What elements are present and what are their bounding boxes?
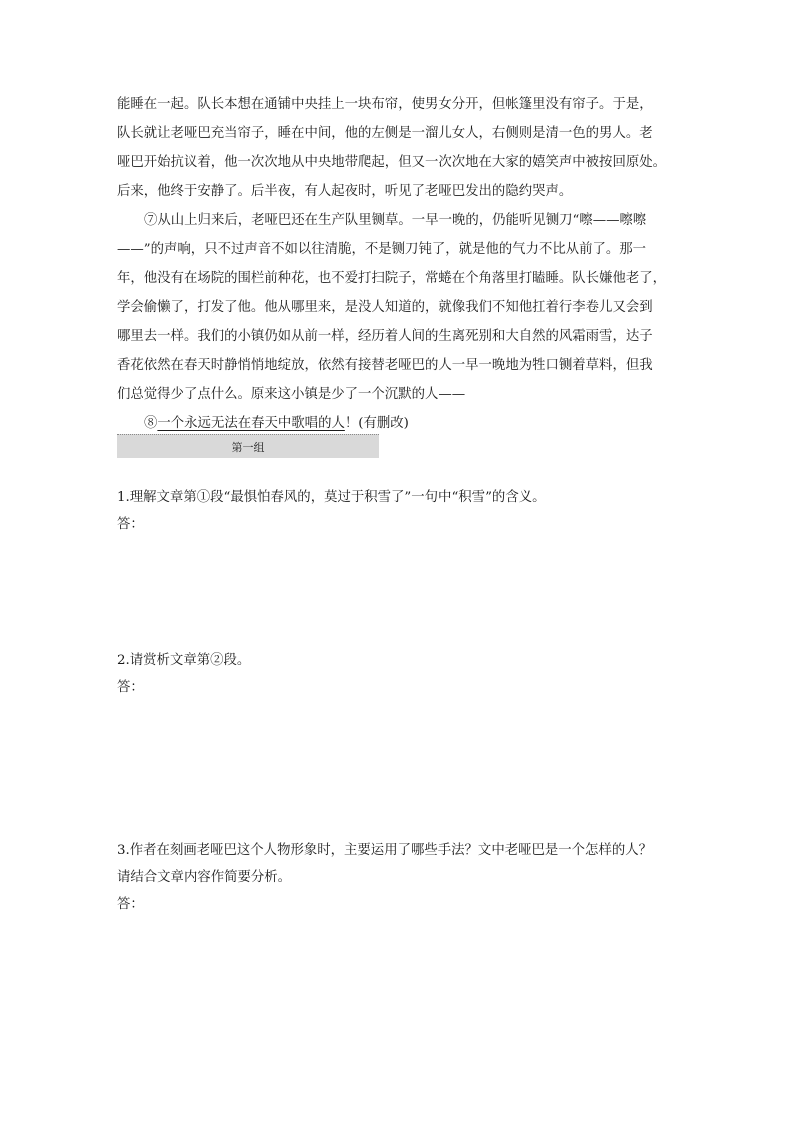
passage-line: 哪里去一样。我们的小镇仍如从前一样，经历着人间的生离死别和大自然的风霜雨雪，达子 — [117, 329, 653, 344]
question-2 — [117, 647, 687, 701]
paragraph-number: ⑧ — [144, 416, 158, 431]
group-label: 第一组 — [231, 440, 265, 454]
underlined-sentence: 一个永远无法在春天中歌唱的人 — [157, 416, 345, 431]
source-note: ！(有删改) — [344, 416, 409, 431]
question-3 — [117, 837, 687, 918]
question-text-cont: 请结合文章内容作简要分析。 — [117, 870, 292, 885]
question-text: 3.作者在刻画老哑巴这个人物形象时，主要运用了哪些手法？文中老哑巴是一个怎样的人？ — [117, 843, 653, 858]
passage-line: 后来，他终于安静了。后半夜，有人起夜时，听见了老哑巴发出的隐约哭声。 — [117, 184, 573, 199]
group-header — [117, 434, 379, 458]
answer-label: 答： — [117, 680, 144, 695]
passage-line: 学会偷懒了，打发了他。他从哪里来，是没人知道的，就像我们不知他扛着行李卷儿又会到 — [117, 300, 653, 315]
question-text: 2.请赏析文章第②段。 — [117, 653, 251, 668]
passage-line: 哑巴开始抗议着，他一次次地从中央地带爬起，但又一次次地在大家的嬉笑声中被按回原处。 — [117, 155, 667, 170]
answer-label: 答： — [117, 517, 144, 532]
passage-line: 队长就让老哑巴充当帘子，睡在中间，他的左侧是一溜儿女人，右侧则是清一色的男人。老 — [117, 126, 653, 141]
passage-line: 们总觉得少了点什么。原来这小镇是少了一个沉默的人—— — [117, 387, 466, 402]
passage-line: ⑦从山上归来后，老哑巴还在生产队里铡草。一早一晚的，仍能听见铡刀“嚓——嚓嚓 — [144, 213, 647, 228]
question-1 — [117, 484, 687, 538]
answer-label: 答： — [117, 897, 144, 912]
passage-line: 年，他没有在场院的围栏前种花，也不爱打扫院子，常蜷在个角落里打瞌睡。队长嫌他老了， — [117, 271, 667, 286]
question-text: 1.理解文章第①段“最惧怕春风的，莫过于积雪了”一句中“积雪”的含义。 — [117, 490, 546, 505]
passage-line: ——”的声响，只不过声音不如以往清脆，不是铡刀钝了，就是他的气力不比从前了。那一 — [117, 242, 647, 257]
passage-line: 能睡在一起。队长本想在通铺中央挂上一块布帘，使男女分开，但帐篷里没有帘子。于是， — [117, 97, 653, 112]
passage — [117, 90, 682, 438]
passage-line: 香花依然在春天时静悄悄地绽放，依然有接替老哑巴的人一早一晚地为牲口铡着草料，但我 — [117, 358, 653, 373]
